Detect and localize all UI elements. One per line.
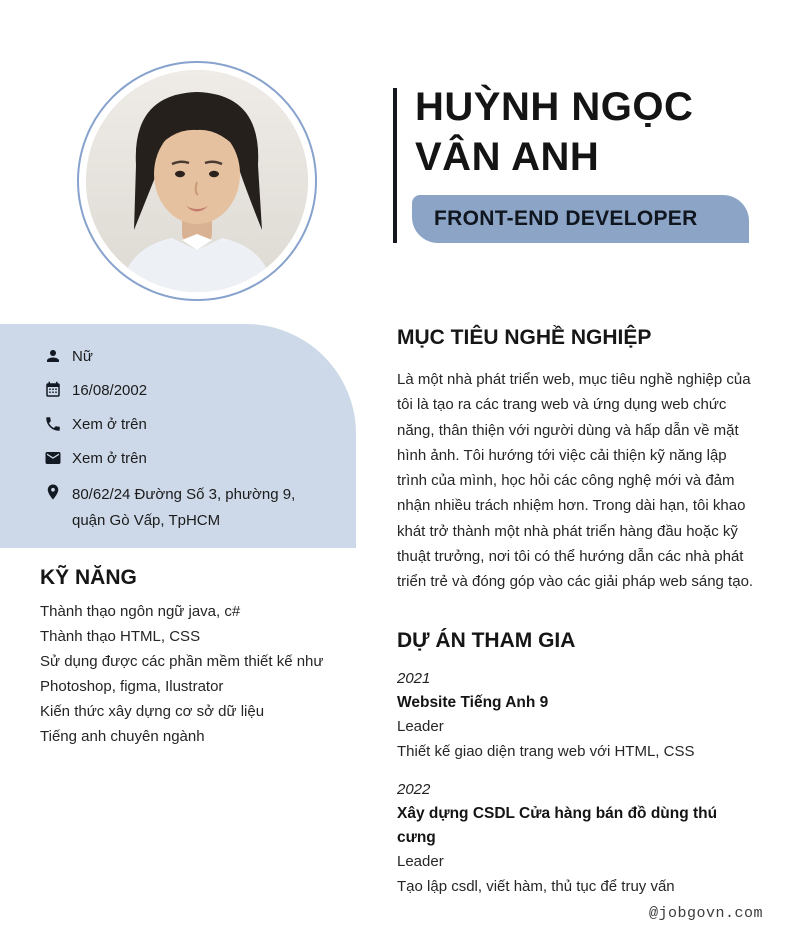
project-description: Tạo lập csdl, viết hàm, thủ tục để truy vấn (397, 877, 675, 895)
project-name: Xây dựng CSDL Cửa hàng bán đồ dùng thú cưng (397, 804, 718, 846)
contact-row-gender (44, 346, 326, 368)
project-entry (397, 778, 759, 899)
job-title: FRONT-END DEVELOPER (434, 207, 698, 230)
location-icon (44, 483, 62, 501)
job-title-banner (412, 195, 749, 243)
main-column (397, 326, 759, 899)
project-entry (397, 667, 759, 764)
name-accent-bar (393, 88, 397, 243)
birthdate-value: 16/08/2002 (72, 382, 148, 399)
person-name-line1: HUỲNH NGỌC (415, 85, 694, 129)
project-role: Leader (397, 717, 444, 735)
project-year: 2021 (397, 669, 431, 687)
skill-item: Thành thạo HTML, CSS (40, 628, 201, 645)
phone-icon (44, 415, 62, 433)
address-value: 80/62/24 Đường Số 3, phường 9, quận Gò Vấp, TpHCM (72, 486, 296, 529)
objective-section-title: MỤC TIÊU NGHỀ NGHIỆP (397, 326, 652, 349)
phone-value: Xem ở trên (72, 416, 147, 433)
email-value: Xem ở trên (72, 450, 147, 467)
skill-item: Tiếng anh chuyên ngành (40, 728, 205, 745)
skills-section-title: KỸ NĂNG (40, 566, 137, 589)
envelope-icon (44, 449, 62, 467)
profile-photo (86, 70, 308, 292)
skill-item: Photoshop, figma, Ilustrator (40, 678, 224, 695)
skills-list (40, 599, 370, 749)
person-name-line2: VÂN ANH (415, 135, 600, 179)
person-icon (44, 347, 62, 365)
objective-text: Là một nhà phát triển web, mục tiêu nghề nghiệp của tôi là tạo ra các trang web và ứng dụng web chức năng, thân thiện với người dùng và hấp dẫn về mặt hình ảnh. Tôi hướng tới việc cải thiện kỹ năng lập trình của mình, học hỏi các công nghệ mới và đảm nhận nhiều trách nhiệm hơn. Trong dài hạn, tôi khao khát trở thành một nhà phát triển hàng đầu hoặc kỹ thuật trưởng, nơi tôi có thể hướng dẫn các nhà phát triển trẻ và đóng góp vào các giải pháp web sáng tạo. (397, 371, 754, 591)
project-description: Thiết kế giao diện trang web với HTML, CSS (397, 742, 695, 760)
project-year: 2022 (397, 780, 431, 798)
person-name (415, 82, 755, 182)
contact-panel (0, 324, 356, 548)
contact-row-email (44, 448, 326, 470)
project-name: Website Tiếng Anh 9 (397, 693, 549, 711)
skill-item: Kiến thức xây dựng cơ sở dữ liệu (40, 703, 265, 720)
projects-section-title: DỰ ÁN THAM GIA (397, 628, 576, 652)
contact-row-birthdate (44, 380, 326, 402)
portrait-illustration (86, 70, 308, 292)
calendar-icon (44, 381, 62, 399)
skill-item: Sử dụng được các phần mềm thiết kế như (40, 653, 324, 670)
site-watermark: @jobgovn.com (648, 905, 763, 922)
contact-row-address (44, 482, 326, 534)
contact-row-phone (44, 414, 326, 436)
gender-value: Nữ (72, 348, 93, 365)
project-role: Leader (397, 852, 444, 870)
profile-photo-frame (77, 61, 317, 301)
skill-item: Thành thạo ngôn ngữ java, c# (40, 603, 241, 620)
